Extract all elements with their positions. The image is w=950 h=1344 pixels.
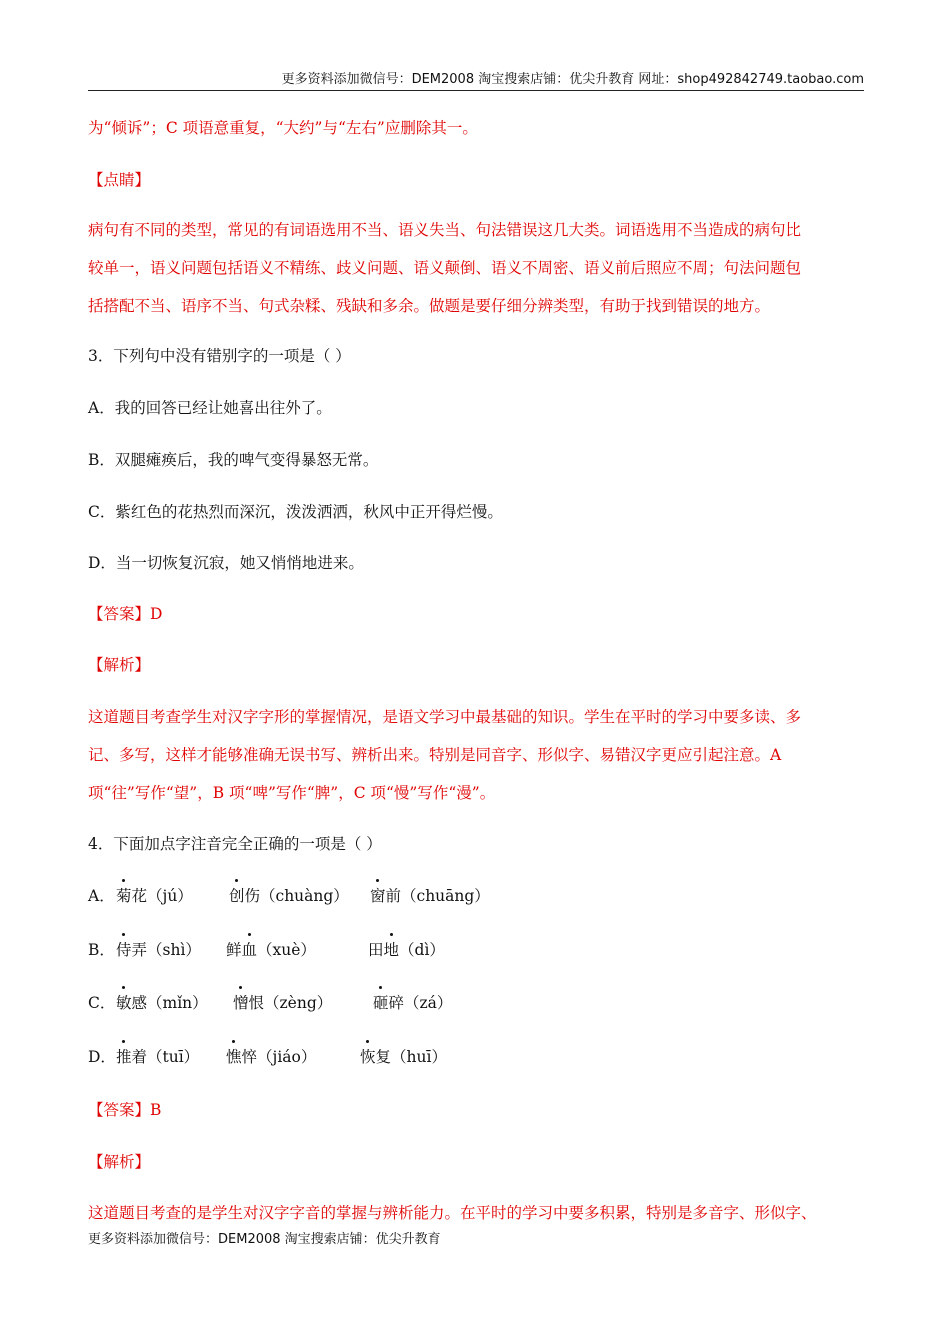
q4-analysis-line-1: 这道题目考查的是学生对汉字字音的掌握与辨析能力。在平时的学习中要多积累，特别是多音字、形似字、 <box>88 1204 817 1222</box>
q4-option-a-letter: A． <box>88 887 115 905</box>
dianjing-label: 【点睛】 <box>88 171 151 189</box>
q4-option-d-item-1: 推着（tuī） <box>116 1048 200 1066</box>
q4-option-c-letter: C． <box>88 994 116 1012</box>
q4-option-b-item-2: 鲜血（xuè） <box>226 941 316 959</box>
dianjing-line-3: 括搭配不当、语序不当、句式杂糅、残缺和多余。做题是要仔细分辨类型，有助于找到错误的地方。 <box>88 297 771 315</box>
q3-analysis-line-3: 项“往”写作“望”，B 项“啤”写作“脾”，C 项“慢”写作“漫”。 <box>88 784 496 802</box>
q4-option-b-item-1: 侍弄（shì） <box>116 941 201 959</box>
q4-option-d-item-3: 恢复（huī） <box>360 1048 447 1066</box>
page-header: 更多资料添加微信号：DEM2008 淘宝搜索店铺：优尖升教育 网址：shop492842749.taobao.com <box>88 68 864 91</box>
q3-option-c: C．紫红色的花热烈而深沉，泼泼洒洒，秋风中正开得烂慢。 <box>88 503 503 521</box>
dotted-char: 窗 <box>370 887 386 905</box>
q3-stem: 3．下列句中没有错别字的一项是（ ） <box>88 347 351 365</box>
dotted-char: 创 <box>229 887 245 905</box>
q3-analysis-label: 【解析】 <box>88 656 151 674</box>
dotted-char: 菊 <box>116 887 132 905</box>
q3-answer-value: D <box>150 605 163 623</box>
q3-analysis-line-2: 记、多写，这样才能够准确无误书写、辨析出来。特别是同音字、形似字、易错汉字更应引起注意。A <box>88 746 782 764</box>
q4-answer-label: 【答案】 <box>88 1101 151 1119</box>
dotted-char: 恢 <box>360 1048 376 1066</box>
q4-option-c-item-3: 砸碎（zá） <box>373 994 453 1012</box>
q3-answer <box>88 604 162 624</box>
q3-option-d: D．当一切恢复沉寂，她又悄悄地进来。 <box>88 554 364 572</box>
dotted-char: 砸 <box>373 994 389 1012</box>
q4-option-a-item-1: 菊花（jú） <box>116 887 193 905</box>
dianjing-line-1: 病句有不同的类型，常见的有词语选用不当、语义失当、句法错误这几大类。词语选用不当造成的病句比 <box>88 221 802 239</box>
q4-answer-value: B <box>150 1101 162 1119</box>
q3-option-a: A．我的回答已经让她喜出往外了。 <box>88 399 332 417</box>
q4-analysis-label: 【解析】 <box>88 1153 151 1171</box>
q4-option-b-letter: B． <box>88 941 115 959</box>
q4-option-c-item-2: 憎恨（zèng） <box>233 994 333 1012</box>
dotted-char: 敏 <box>116 994 132 1012</box>
dotted-char: 推 <box>116 1048 132 1066</box>
dotted-char: 侍 <box>116 941 132 959</box>
dotted-char: 憔 <box>226 1048 242 1066</box>
q3-option-b: B．双腿瘫痪后，我的啤气变得暴怒无常。 <box>88 451 379 469</box>
q4-option-b-item-3: 田地（dì） <box>368 941 445 959</box>
q4-answer <box>88 1100 161 1120</box>
q4-stem: 4．下面加点字注音完全正确的一项是（ ） <box>88 835 382 853</box>
dotted-char: 血 <box>241 941 258 959</box>
q4-option-d-item-2: 憔悴（jiáo） <box>226 1048 317 1066</box>
prev-answer-tail: 为“倾诉”；C 项语意重复，“大约”与“左右”应删除其一。 <box>88 119 478 137</box>
page-footer: 更多资料添加微信号：DEM2008 淘宝搜索店铺：优尖升教育 <box>88 1232 441 1247</box>
q3-analysis-line-1: 这道题目考查学生对汉字字形的掌握情况，是语文学习中最基础的知识。学生在平时的学习中要多读、多 <box>88 708 802 726</box>
q4-option-c-item-1: 敏感（mǐn） <box>116 994 208 1012</box>
q4-option-d-letter: D． <box>88 1048 116 1066</box>
q3-answer-label: 【答案】 <box>88 605 151 623</box>
dianjing-line-2: 较单一，语义问题包括语义不精练、歧义问题、语义颠倒、语义不周密、语义前后照应不周；句法问题包 <box>88 259 802 277</box>
q4-option-a-item-3: 窗前（chuāng） <box>370 887 490 905</box>
q4-option-a-item-2: 创伤（chuàng） <box>229 887 349 905</box>
dotted-char: 憎 <box>233 994 249 1012</box>
dotted-char: 地 <box>383 941 400 959</box>
